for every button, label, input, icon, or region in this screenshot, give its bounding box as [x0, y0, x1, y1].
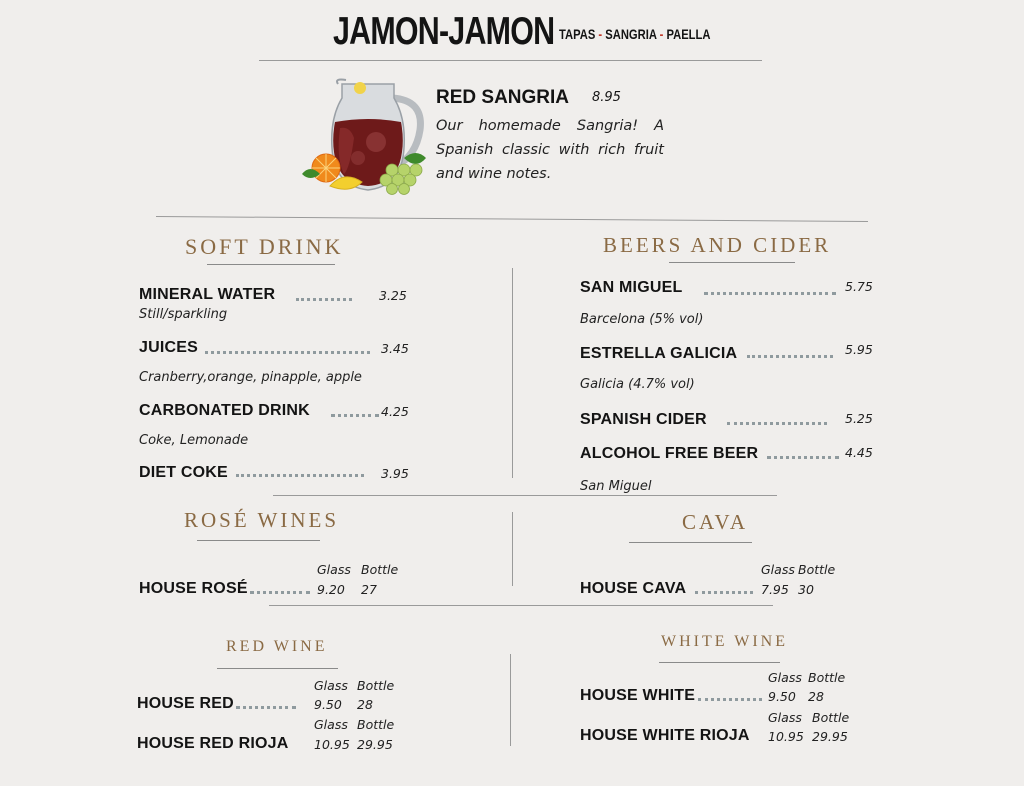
section-heading-soft-drink: SOFT DRINK — [185, 234, 344, 259]
bottle-price: 28 — [808, 689, 824, 704]
bottle-label: Bottle — [808, 670, 846, 685]
menu-item-name: JUICES — [139, 339, 198, 356]
section-heading-beers: BEERS AND CIDER — [603, 233, 832, 257]
bottle-price: 29.95 — [812, 729, 848, 744]
dot-leader — [695, 591, 753, 594]
menu-item-price: 4.25 — [381, 404, 409, 419]
sangria-pitcher-icon — [300, 78, 430, 196]
menu-item-name: SPANISH CIDER — [580, 411, 707, 428]
menu-item-price: 5.75 — [845, 279, 873, 294]
featured-divider — [156, 216, 868, 222]
menu-item-description: Still/sparkling — [139, 307, 228, 322]
menu-item-name: SAN MIGUEL — [580, 279, 683, 296]
section-underline — [207, 264, 335, 265]
section-divider — [273, 495, 777, 496]
menu-item-description: Cranberry,orange, pinapple, apple — [139, 370, 362, 385]
dot-leader — [250, 591, 310, 594]
section-heading-red: RED WINE — [226, 638, 328, 655]
bottle-price: 27 — [361, 582, 377, 597]
section-underline — [669, 262, 795, 263]
menu-item-name: DIET COKE — [139, 464, 228, 481]
glass-label: Glass — [768, 670, 802, 685]
column-divider — [510, 654, 511, 746]
tagline-paella: PAELLA — [666, 26, 711, 42]
column-divider — [512, 268, 513, 478]
section-heading-cava: CAVA — [682, 510, 749, 534]
menu-item-name: HOUSE RED — [137, 695, 234, 712]
menu-item-name: HOUSE RED RIOJA — [137, 735, 289, 752]
glass-label: Glass — [761, 562, 795, 577]
menu-item-name: HOUSE ROSÉ — [139, 580, 248, 597]
glass-price: 9.50 — [314, 697, 342, 712]
menu-item-name: ESTRELLA GALICIA — [580, 345, 738, 362]
menu-item-name: ALCOHOL FREE BEER — [580, 445, 759, 462]
bottle-label: Bottle — [357, 678, 395, 693]
glass-label: Glass — [317, 562, 351, 577]
menu-item-name: HOUSE WHITE — [580, 687, 696, 704]
bottle-label: Bottle — [798, 562, 836, 577]
bottle-label: Bottle — [357, 717, 395, 732]
bottle-label: Bottle — [361, 562, 399, 577]
glass-label: Glass — [314, 678, 348, 693]
tagline-sangria: SANGRIA — [605, 26, 657, 42]
section-heading-rose: ROSÉ WINES — [184, 508, 340, 532]
column-divider — [512, 512, 513, 586]
bottle-label: Bottle — [812, 710, 850, 725]
menu-item-name: HOUSE WHITE RIOJA — [580, 727, 750, 744]
glass-label: Glass — [314, 717, 348, 732]
dot-leader — [747, 355, 833, 358]
section-heading-white: WHITE WINE — [661, 633, 788, 650]
dot-leader — [698, 698, 762, 701]
menu-item-description: Barcelona (5% vol) — [580, 312, 704, 327]
glass-price: 10.95 — [314, 737, 350, 752]
menu-item-description: San Miguel — [580, 479, 652, 494]
menu-item-name: MINERAL WATER — [139, 286, 276, 303]
menu-item-price: 4.45 — [845, 445, 873, 460]
menu-item-price: 3.45 — [381, 341, 409, 356]
section-divider — [269, 605, 773, 606]
brand-title: JAMON-JAMON — [333, 10, 555, 53]
menu-item-name: CARBONATED DRINK — [139, 402, 310, 419]
section-underline — [197, 540, 320, 541]
glass-price: 7.95 — [761, 582, 789, 597]
bottle-price: 28 — [357, 697, 373, 712]
featured-title: RED SANGRIA — [436, 87, 570, 108]
glass-label: Glass — [768, 710, 802, 725]
menu-item-price: 5.95 — [845, 342, 873, 357]
tagline-separator: - — [656, 26, 667, 42]
dot-leader — [704, 292, 836, 295]
featured-price: 8.95 — [592, 90, 621, 105]
header-divider — [259, 60, 762, 61]
tagline — [559, 26, 710, 42]
menu-item-description: Coke, Lemonade — [139, 433, 249, 448]
section-underline — [659, 662, 780, 663]
glass-price: 10.95 — [768, 729, 804, 744]
bottle-price: 29.95 — [357, 737, 393, 752]
menu-item-price: 3.95 — [381, 466, 409, 481]
dot-leader — [767, 456, 839, 459]
tagline-tapas: TAPAS — [559, 26, 596, 42]
tagline-separator: - — [595, 26, 606, 42]
dot-leader — [205, 351, 370, 354]
menu-item-price: 5.25 — [845, 411, 873, 426]
glass-price: 9.20 — [317, 582, 345, 597]
menu-item-name: HOUSE CAVA — [580, 580, 687, 597]
section-underline — [217, 668, 338, 669]
menu-item-price: 3.25 — [379, 288, 407, 303]
dot-leader — [296, 298, 352, 301]
featured-description: Our homemade Sangria! A Spanish classic with rich fruit and wine notes. — [436, 118, 664, 182]
dot-leader — [727, 422, 827, 425]
section-underline — [629, 542, 752, 543]
menu-item-description: Galicia (4.7% vol) — [580, 377, 695, 392]
bottle-price: 30 — [798, 582, 814, 597]
glass-price: 9.50 — [768, 689, 796, 704]
dot-leader — [236, 474, 364, 477]
dot-leader — [331, 414, 379, 417]
dot-leader — [236, 706, 296, 709]
